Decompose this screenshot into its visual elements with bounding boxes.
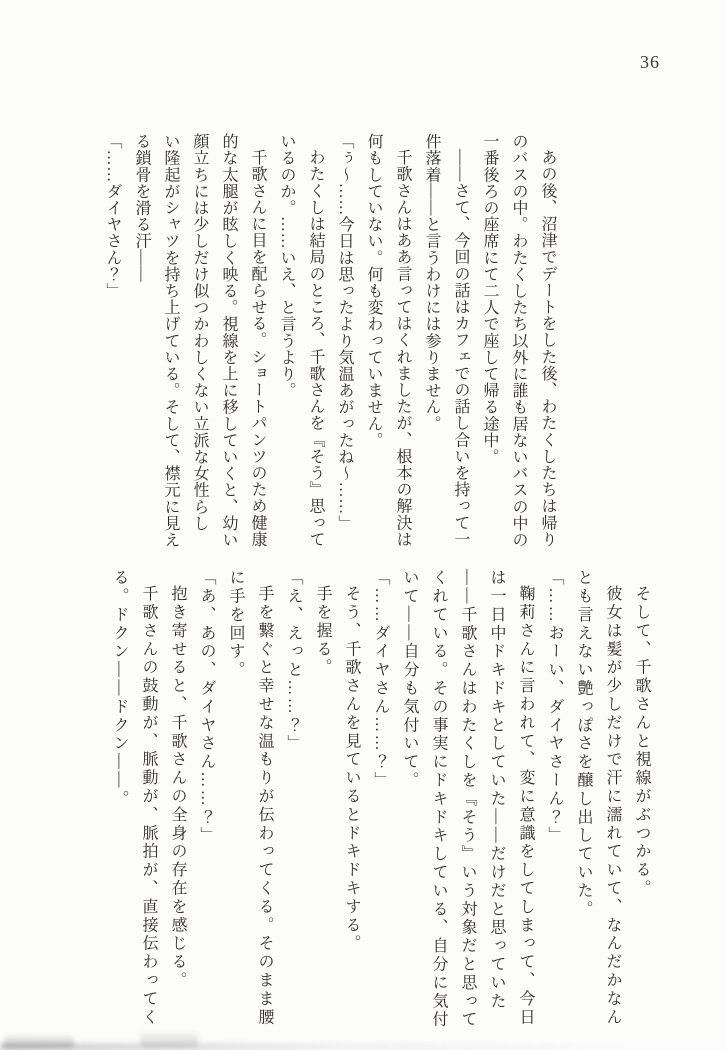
text-line: い隆起がシャツを持ち上げている。そして、襟元に見え bbox=[162, 133, 179, 548]
text-line: 件落着――と言うわけには参りません。 bbox=[423, 133, 440, 432]
text-line: 「え、えっと……？」 bbox=[285, 569, 302, 753]
text-line: あの後、沼津でデートをした後、わたくしたちは帰り bbox=[539, 149, 556, 548]
text-line: 何もしていない。何も変わっていません。 bbox=[365, 133, 382, 449]
text-line: いるのか。……いえ、と言うより。 bbox=[278, 133, 295, 399]
text-line: ――千歌さんはわたくしを『そう』いう対象だと思って bbox=[459, 569, 476, 1029]
text-line: とも言えない艶っぽさを醸し出していた。 bbox=[575, 569, 592, 919]
text-line: いて――自分も気付いて。 bbox=[401, 569, 418, 790]
text-line: 「あ、あの、ダイヤさん……？」 bbox=[198, 569, 215, 845]
text-line: 的な太腿が眩しく映る。視線を上に移していくと、幼い bbox=[220, 133, 237, 548]
text-line: そう、千歌さんを見ているとドキドキする。 bbox=[343, 585, 360, 953]
text-line: 「……おーい、ダイヤさーん？」 bbox=[546, 569, 563, 845]
text-line: くれている。その事実にドキドキしている、自分に気付 bbox=[430, 569, 447, 1029]
text-line: ――さて、今回の話はカフェでの話し合いを持って一 bbox=[452, 149, 469, 548]
text-line: に手を回す。 bbox=[227, 569, 244, 680]
text-line: そして、千歌さんと視線がぶつかる。 bbox=[633, 585, 650, 898]
text-line: 千歌さんはああ言ってはくれましたが、根本の解決は bbox=[394, 149, 411, 548]
text-line: る。ドクン――ドクン――。 bbox=[111, 569, 128, 809]
text-line: 彼女は髪が少しだけで汗に濡れていて、なんだかなん bbox=[604, 585, 621, 1027]
text-line: 抱き寄せると、千歌さんの全身の存在を感じる。 bbox=[169, 585, 186, 990]
text-line: 千歌さんの鼓動が、脈動が、脈拍が、直接伝わってく bbox=[140, 585, 157, 1027]
text-line: 「……ダイヤさん……？」 bbox=[372, 569, 389, 790]
text-line: のバスの中。わたくしたち以外に誰も居ないバスの中の bbox=[510, 133, 527, 548]
scan-artifact-edge-shadow bbox=[0, 1043, 625, 1050]
text-line: 「ぅ〜……今日は思ったより気温あがったね〜……」 bbox=[336, 133, 353, 532]
text-line: 「……ダイヤさん？」 bbox=[104, 133, 121, 299]
text-line: 手を握る。 bbox=[314, 585, 331, 677]
text-line: 顔立ちには少しだけ似つかわしくない立派な女性らし bbox=[191, 133, 208, 532]
text-line: は一日中ドキドキとしていた――だけだと思っていた bbox=[488, 569, 505, 1011]
paragraph-block-bottom bbox=[105, 569, 656, 1041]
text-line: る鎖骨を滑る汗―― bbox=[133, 133, 150, 283]
scan-artifact-smudge bbox=[4, 1035, 74, 1048]
paragraph-block-top bbox=[98, 133, 562, 559]
text-line: 鞠莉さんに言われて、変に意識をしてしまって、今日 bbox=[517, 585, 534, 1027]
text-line: わたくしは結局のところ、千歌さんを『そう』思って bbox=[307, 149, 324, 548]
text-line: 一番後ろの座席にて二人で座して帰る途中。 bbox=[481, 133, 498, 465]
text-line: 千歌さんに目を配らせる。ショートパンツのため健康 bbox=[249, 149, 266, 548]
page-number: 36 bbox=[640, 52, 660, 72]
text-line: 手を繋ぐと幸せな温もりが伝わってくる。そのまま腰 bbox=[256, 585, 273, 1027]
